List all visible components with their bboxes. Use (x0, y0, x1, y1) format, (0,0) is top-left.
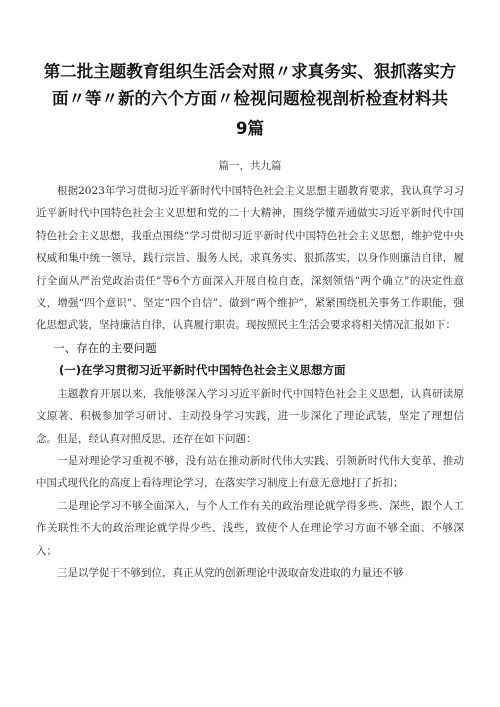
section-heading: 一、存在的主要问题 (53, 340, 157, 355)
document-title-count: 9篇 (236, 119, 264, 138)
intro-paragraph: 根据2023年学习贯彻习近平新时代中国特色社会主义思想主题教育要求，我认真学习习近平新时代中国特色社会主义思想和党的二十大精神，围绕学懂弄通做实习近平新时代中国特色社会主义思想，我重点围绕“学习贯彻习近平新时代中国特色社会主义思想，维护党中央权威和集中统一领导，践行宗旨、服务人民，求真务实、狠抓落实，以身作则廉洁自律，履行全面从严治党政治责任”等6个方面深入开展自检自查，深刻领悟“两个确立”的决定性意义，增强“四个意识”、坚定“四个自信”、做到“两个维护”，紧紧围绕机关事务工作职能，强化思想武装，坚持廉洁自律，认真履行职责。现按照民主生活会要求将相关情况汇报如下： (36, 185, 464, 332)
body-paragraph: 二是理论学习不够全面深入，与个人工作有关的政治理论就学得多些、深些，跟个人工作关联性不大的政治理论就学得少些、浅些，致使个人在理论学习方面不够全面、不够深入； (36, 499, 464, 557)
body-paragraph: 一是对理论学习重视不够，没有站在推动新时代伟大实践、引领新时代伟大变革、推动中国式现代化的高度上看待理论学习，在落实学习制度上有意无意地打了折扣； (36, 455, 464, 490)
document-subtitle: 篇一，共九篇 (218, 160, 282, 172)
body-paragraph: 三是以学促干不够到位，真正从党的创新理论中汲取奋发进取的力量还不够 (57, 567, 404, 580)
subsection-heading: (一)在学习贯彻习近平新时代中国特色社会主义思想方面 (59, 362, 346, 377)
body-paragraph: 主题教育开展以来，我能够深入学习习近平新时代中国特色社会主义思想，认真研读原文原著、积极参加学习研讨、主动投身学习实践，进一步深化了理论武装，坚定了理想信念。但是，经认真对照反思，还存在如下问题： (36, 387, 464, 445)
document-title: 第二批主题教育组织生活会对照〃求真务实、狠抓落实方面〃等〃新的六个方面〃检视问题检视剖析检查材料共 (43, 62, 457, 108)
